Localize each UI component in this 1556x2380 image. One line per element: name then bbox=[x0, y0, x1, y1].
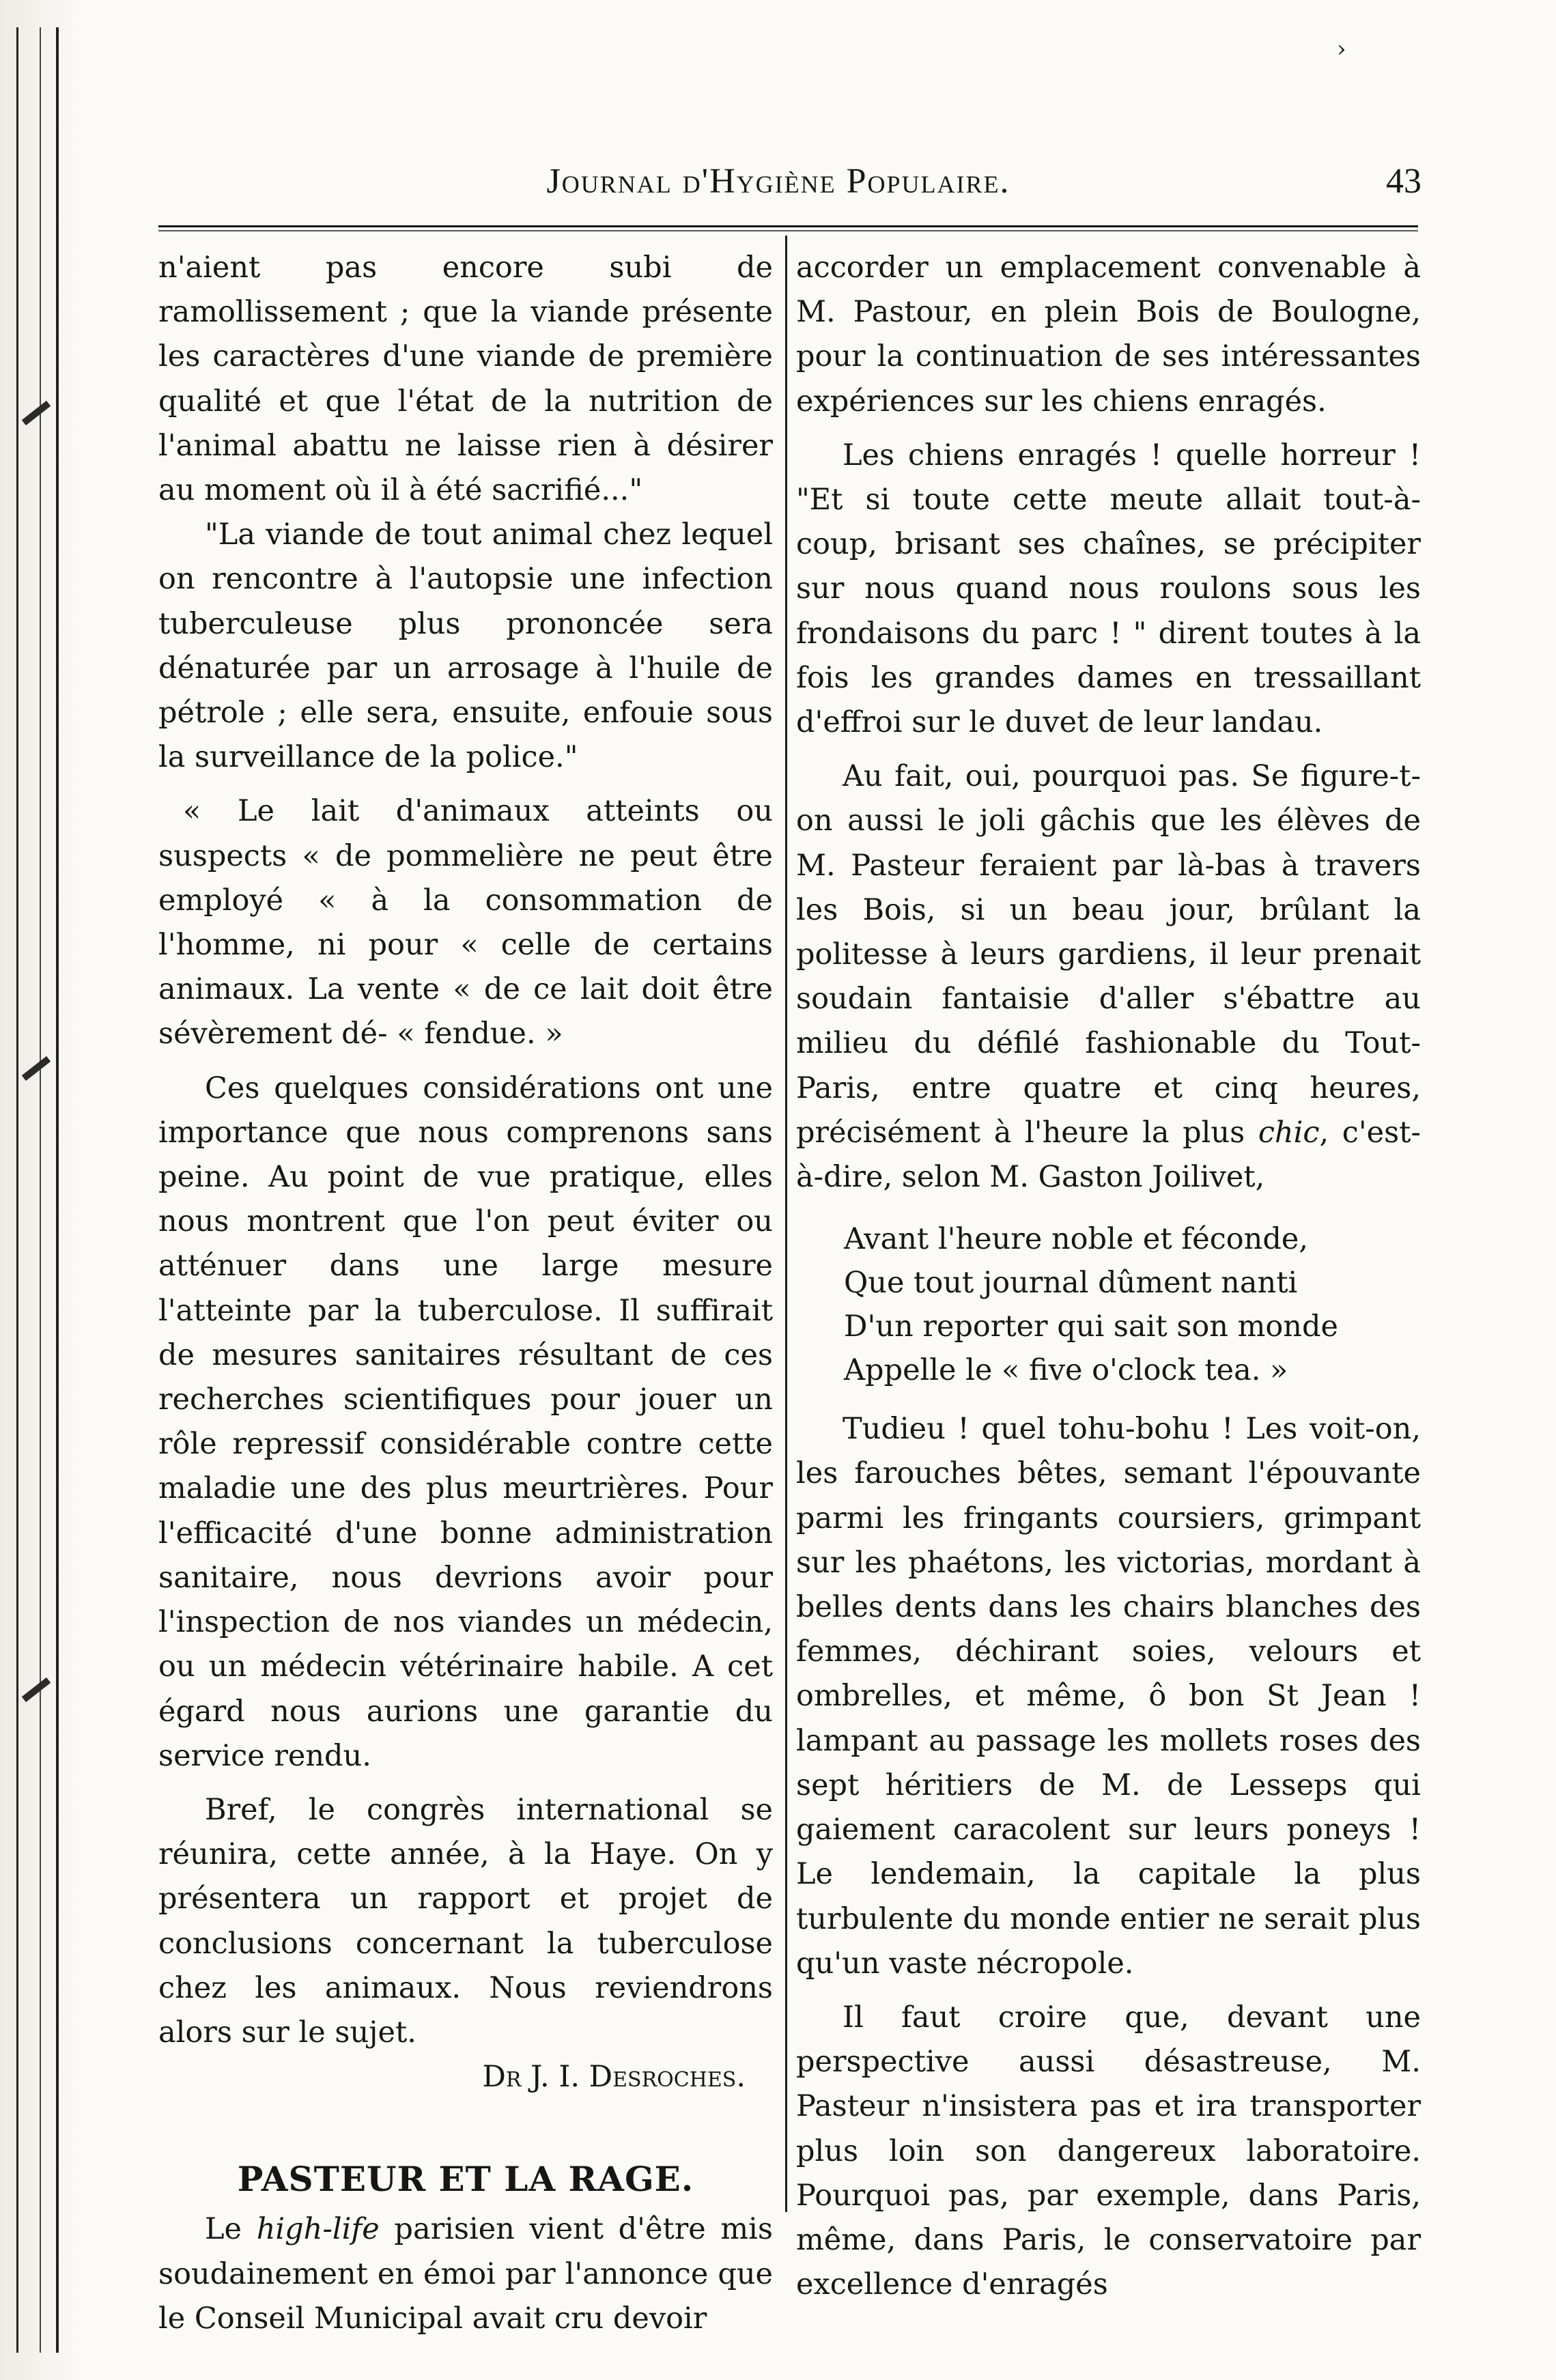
verse-line: D'un reporter qui sait son monde bbox=[844, 1309, 1338, 1344]
binding-line bbox=[40, 27, 41, 2353]
running-title: Journal d'Hygiène Populaire. bbox=[546, 162, 1010, 201]
binding-mark bbox=[22, 1677, 51, 1702]
article-heading: PASTEUR ET LA RAGE. bbox=[237, 2159, 694, 2200]
verse-line: Que tout journal dûment nanti bbox=[844, 1266, 1298, 1301]
paragraph: Ces quelques considérations ont une importance que nous comprenons sans peine. Au point de vue pratique, elles nous montrent que l'on peut éviter ou atténuer dans une large mesure l'atteinte par la tuberculose. Il suffirait de mesures sanitaires résultant de ces recherches scientifiques pour jouer un rôle repressif considérable contre cette maladie une des plus meurtrières. Pour l'efficacité d'une bonne administration sanitaire, nous devrions avoir pour l'inspection de nos viandes un médecin, ou un médecin vétérinaire habile. A cet égard nous aurions une garantie du service rendu. bbox=[158, 1071, 773, 1773]
paragraph: "La viande de tout animal chez lequel on rencontre à l'autopsie une infection tuberculeuse plus prononcée sera dénaturée par un arrosage à l'huile de pétrole ; elle sera, ensuite, enfouie sous la surveillance de la police." bbox=[158, 518, 773, 775]
page-header bbox=[0, 161, 1556, 209]
binding-mark bbox=[22, 401, 51, 425]
paragraph: n'aient pas encore subi de ramollissement ; que la viande présente les caractères d'une viande de première qualité et que l'état de la nutrition de l'animal abattu ne laisse rien à désirer au moment où il à été sacrifié..." bbox=[158, 251, 773, 508]
paragraph bbox=[796, 754, 1421, 1200]
paragraph-emphasis: chic bbox=[1258, 1115, 1320, 1150]
page-number: 43 bbox=[1386, 162, 1421, 201]
right-column bbox=[796, 246, 1421, 2307]
paragraph: accorder un emplacement convenable à M. Pastour, en plein Bois de Boulogne, pour la continuation de ses intéressantes expériences sur les chiens enragés. bbox=[796, 251, 1421, 419]
verse-line: Appelle le « five o'clock tea. » bbox=[844, 1353, 1288, 1388]
binding-mark bbox=[22, 1056, 51, 1081]
lead-emphasis: high-life bbox=[256, 2212, 380, 2247]
binding-line bbox=[56, 27, 59, 2353]
paragraph: Tudieu ! quel tohu-bohu ! Les voit-on, les farouches bêtes, semant l'épouvante parmi les fringants coursiers, grimpant sur les phaétons, les victorias, mordant à belles dents dans les chairs blanches des femmes, déchirant soies, velours et ombrelles, et même, ô bon St Jean ! lampant au passage les mollets roses des sept héritiers de M. de Lesseps qui gaiement caracolent sur leurs poneys ! Le lendemain, la capitale la plus turbulente du monde entier ne serait plus qu'un vaste nécropole. bbox=[796, 1412, 1421, 1981]
corner-mark: › bbox=[1337, 36, 1346, 63]
column-divider bbox=[785, 236, 787, 2212]
page-binding-edge bbox=[0, 0, 81, 2380]
lead-text: Le bbox=[205, 2212, 257, 2247]
paragraph: Il faut croire que, devant une perspective aussi désastreuse, M. Pasteur n'insistera pas et ira transporter plus loin son dangereux laboratoire. Pourquoi pas, par exemple, dans Paris, même, dans Paris, le conservatoire par excellence d'enragés bbox=[796, 2000, 1421, 2302]
paragraph-text: Au fait, oui, pourquoi pas. Se figure-t-on aussi le joli gâchis que les élèves de M. Pasteur feraient par là-bas à travers les Bois, si un beau jour, brûlant la politesse à leurs gardiens, il leur prenait soudain fantaisie d'aller s'ébattre au milieu du défilé fashionable du Tout-Paris, entre quatre et cinq heures, précisément à l'heure la plus bbox=[796, 759, 1421, 1150]
paragraph: Les chiens enragés ! quelle horreur ! "Et si toute cette meute allait tout-à-coup, brisant ses chaînes, se précipiter sur nous quand nous roulons sous les frondaisons du parc ! " dirent toutes à la fois les grandes dames en tressaillant d'effroi sur le duvet de leur landau. bbox=[796, 438, 1421, 740]
paragraph: Bref, le congrès international se réunira, cette année, à la Haye. On y présentera un rapport et projet de conclusions concernant la tuberculose chez les animaux. Nous reviendrons alors sur le sujet. bbox=[158, 1792, 773, 2050]
author-signature: Dr J. I. Desroches. bbox=[482, 2060, 746, 2095]
paragraph-text: , c'est-à-dire, selon M. Gaston Joilivet, bbox=[796, 1115, 1421, 1195]
header-rule bbox=[158, 225, 1418, 227]
binding-line bbox=[16, 27, 18, 2353]
verse-line: Avant l'heure noble et féconde, bbox=[844, 1222, 1309, 1257]
quoted-paragraph: « Le lait d'animaux atteints ou suspects « de pommelière ne peut être employé « à la consommation de l'homme, ni pour « celle de certains animaux. La vente « de ce lait doit être sévèrement dé- « fendue. » bbox=[158, 794, 773, 1051]
article-lead-paragraph bbox=[158, 2207, 773, 2341]
left-column bbox=[158, 246, 773, 2341]
verse-block bbox=[796, 1217, 1421, 1392]
lead-text: parisien vient d'être mis soudainement en émoi par l'annonce que le Conseil Municipal avait cru devoir bbox=[158, 2212, 774, 2336]
header-rule-thin bbox=[158, 230, 1418, 231]
